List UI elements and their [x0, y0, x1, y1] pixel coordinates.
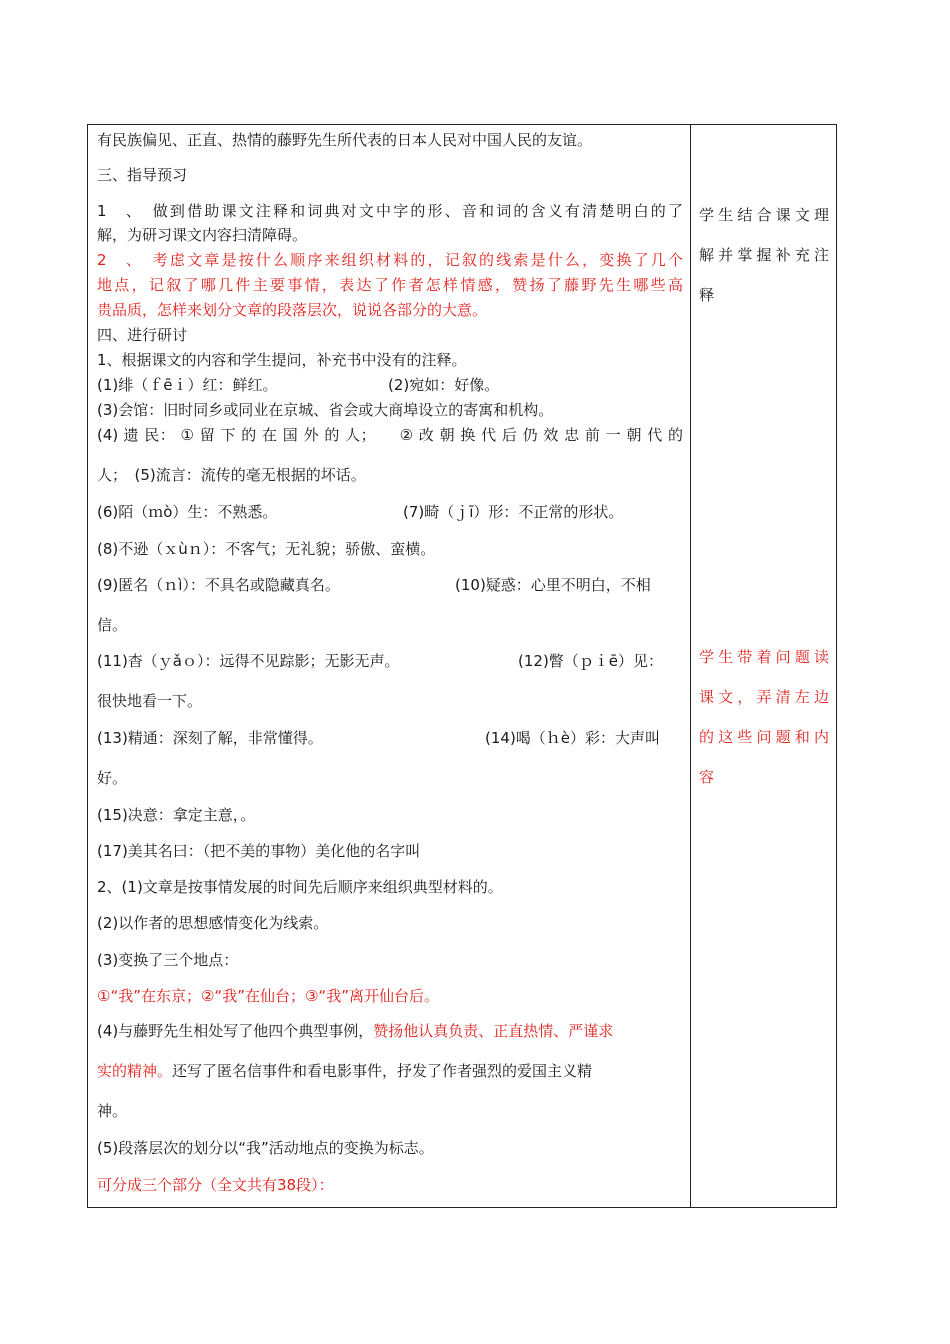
- highlight-line: ①“我”在东京；②“我”在仙台；③“我”离开仙台后。: [97, 987, 439, 1005]
- text-line: 信。: [97, 616, 128, 634]
- text-line: 有民族偏见、正直、热情的藤野先生所代表的日本人民对中国人民的友谊。: [97, 131, 593, 149]
- annotation-item: (1)绯（ｆēｉ）红：鲜红。: [97, 376, 278, 394]
- text-line: 好。: [97, 769, 128, 787]
- text-segment: 还写了匿名信事件和看电影事件，抒发了作者强烈的爱国主义精: [172, 1062, 593, 1080]
- annotation-item: (13)精通：深刻了解，非常懂得。: [97, 729, 323, 747]
- section-heading-preview: 三、指导预习: [97, 166, 188, 184]
- text-line: (2)以作者的思想感情变化为线索。: [97, 914, 329, 932]
- annotation-item: (4) 遗 民： ① 留 下 的 在 国 外 的 人； ② 改 朝 换 代 后 仍 效 忠 前 一 朝 代 的: [97, 426, 683, 444]
- annotation-item: (10)疑惑：心里不明白，不相: [455, 576, 651, 594]
- student-activity-note: 解并掌握补充注: [699, 246, 829, 264]
- annotation-item: (8)不逊（ｘùｎ）：不客气；无礼貌；骄傲、蛮横。: [97, 540, 436, 558]
- text-line: [97, 1021, 613, 1041]
- text-line: 2、(1)文章是按事情发展的时间先后顺序来组织典型材料的。: [97, 878, 503, 896]
- student-activity-note: 的这些问题和内: [699, 728, 829, 746]
- text-line: (5)段落层次的划分以“我”活动地点的变换为标志。: [97, 1139, 434, 1157]
- annotation-item: (17)美其名曰：（把不美的事物）美化他的名字叫: [97, 842, 421, 860]
- annotation-item: 人； (5)流言：流传的毫无根据的坏话。: [97, 466, 366, 484]
- annotation-item: (9)匿名（ｎì）：不具名或隐藏真名。: [97, 576, 340, 594]
- student-activity-note: 学生结合课文理: [699, 206, 829, 224]
- text-line: [97, 1061, 592, 1081]
- text-line: (3)变换了三个地点：: [97, 951, 239, 969]
- annotation-item: (11)杳（ｙǎｏ）：远得不见踪影；无影无声。: [97, 652, 400, 670]
- text-line: 1 、 做到借助课文注释和词典对文中字的形、音和词的含义有清楚明白的了: [97, 202, 683, 220]
- student-activity-note: 释: [699, 286, 715, 304]
- highlight-line: 贵品质，怎样来划分文章的段落层次，说说各部分的大意。: [97, 301, 488, 319]
- annotation-item: (6)陌（ｍò）生：不熟悉。: [97, 503, 278, 521]
- annotation-item: (15)决意：拿定主意，。: [97, 806, 256, 824]
- text-line: 解，为研习课文内容扫清障碍。: [97, 226, 308, 244]
- annotation-item: (2)宛如：好像。: [388, 376, 500, 394]
- student-activity-note: 学生带着问题读: [699, 648, 829, 666]
- annotation-item: (7)畸（ｊī）形：不正常的形状。: [403, 503, 624, 521]
- text-line: 神。: [97, 1102, 128, 1120]
- text-line: 1、根据课文的内容和学生提问，补充书中没有的注释。: [97, 351, 467, 369]
- highlight-line: 2 、 考虑文章是按什么顺序来组织材料的，记叙的线索是什么，变换了几个: [97, 251, 683, 269]
- highlight-segment: 实的精神。: [97, 1062, 173, 1080]
- lesson-plan-table: [87, 124, 837, 1208]
- annotation-item: (3)会馆：旧时同乡或同业在京城、省会或大商埠设立的寄寓和机构。: [97, 401, 554, 419]
- student-activity-note: 容: [699, 768, 715, 786]
- highlight-line: 地点，记叙了哪几件主要事情，表达了作者怎样情感，赞扬了藤野先生哪些高: [97, 276, 683, 294]
- highlight-segment: 赞扬他认真负责、正直热情、严谨求: [373, 1022, 614, 1040]
- student-activity-note: 课文，弄清左边: [699, 688, 829, 706]
- text-segment: (4)与藤野先生相处写了他四个典型事例，: [97, 1022, 374, 1040]
- text-line: 很快地看一下。: [97, 692, 203, 710]
- column-divider: [690, 125, 691, 1207]
- highlight-line: 可分成三个部分（全文共有38段）：: [97, 1176, 334, 1194]
- section-heading-discussion: 四、进行研讨: [97, 326, 188, 344]
- annotation-item: (12)瞥（ｐｉē）见：: [518, 652, 664, 670]
- annotation-item: (14)喝（ｈè）彩：大声叫: [485, 729, 661, 747]
